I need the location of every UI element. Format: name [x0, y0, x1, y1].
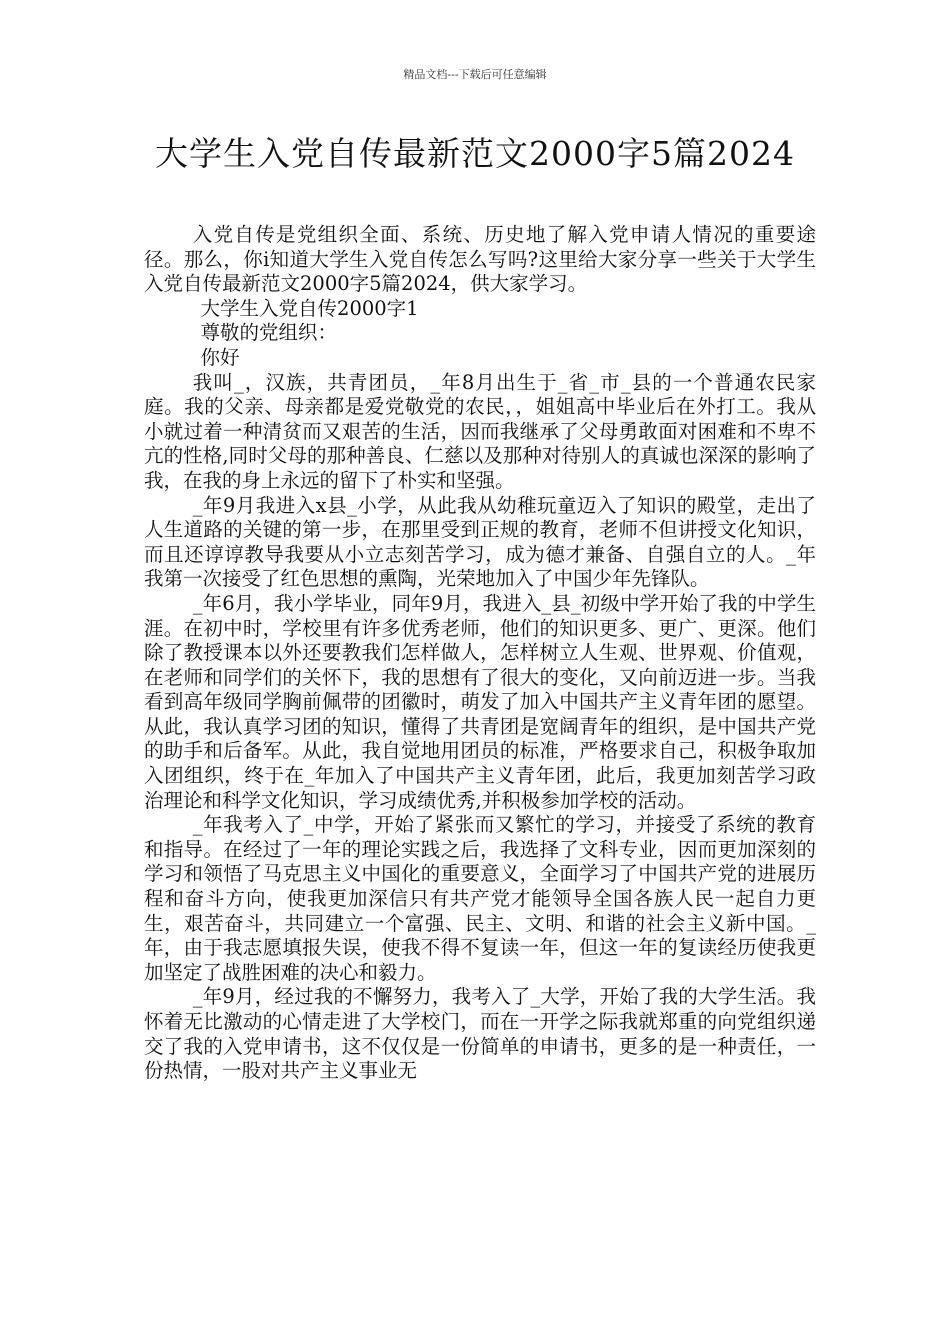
section-heading: 大学生入党自传2000字1 [200, 296, 419, 320]
document-title: 大学生入党自传最新范文2000字5篇2024 [155, 134, 795, 173]
body-paragraph: 我叫_，汉族，共青团员，_年8月出生于_省_市_县的一个普通农民家庭。我的父亲、母亲都是爱党敬党的农民，，姐姐高中毕业后在外打工。我从小就过着一种清贫而又艰苦的生活，因而我继承了父母勇敢面对困难和不卑不亢的性格,同时父母的那种善良、仁慈以及那种对待别人的真诚也深深的影响了我，在我的身上永远的留下了朴实和坚强。 [144, 370, 816, 492]
body-paragraph: _年我考入了_中学，开始了紧张而又繁忙的学习，并接受了系统的教育和指导。在经过了一年的理论实践之后，我选择了文科专业，因而更加深刻的学习和领悟了马克思主义中国化的重要意义，全面学习了中国共产党的进展历程和奋斗方向，使我更加深信只有共产党才能领导全国各族人民一起自力更生，艰苦奋斗，共同建立一个富强、民主、文明、和谐的社会主义新中国。_年，由于我志愿填报失误，使我不得不复读一年，但这一年的复读经历使我更加坚定了战胜困难的决心和毅力。 [144, 813, 816, 984]
greeting: 你好 [200, 345, 240, 369]
document-body [144, 223, 816, 1084]
salutation: 尊敬的党组织： [200, 321, 338, 345]
intro-paragraph: 入党自传是党组织全面、系统、历史地了解入党申请人情况的重要途径。那么，你i知道大学生入党自传怎么写吗?这里给大家分享一些关于大学生入党自传最新范文2000字5篇2024，供大家学习。 [144, 223, 816, 296]
page-header: 精品文档---下载后可任意编辑 [403, 68, 547, 81]
body-paragraph: _年9月我进入x县_小学，从此我从幼稚玩童迈入了知识的殿堂，走出了人生道路的关键的第一步，在那里受到正规的教育，老师不但讲授文化知识，而且还谆谆教导我要从小立志刻苦学习，成为德才兼备、自强自立的人。_年我第一次接受了红色思想的熏陶，光荣地加入了中国少年先锋队。 [144, 493, 816, 591]
body-paragraph: _年9月，经过我的不懈努力，我考入了_大学，开始了我的大学生活。我怀着无比激动的心情走进了大学校门，而在一开学之际我就郑重的向党组织递交了我的入党申请书，这不仅仅是一份简单的申请书，更多的是一种责任，一份热情，一股对共产主义事业无 [144, 985, 816, 1083]
body-paragraph: _年6月，我小学毕业，同年9月，我进入_县_初级中学开始了我的中学生涯。在初中时，学校里有许多优秀老师，他们的知识更多、更广、更深。他们除了教授课本以外还要教我们怎样做人，怎样树立人生观、世界观、价值观，在老师和同学们的关怀下，我的思想有了很大的变化，又向前迈进一步。当我看到高年级同学胸前佩带的团徽时，萌发了加入中国共产主义青年团的愿望。从此，我认真学习团的知识，懂得了共青团是宽阔青年的组织，是中国共产党的助手和后备军。从此，我自觉地用团员的标准，严格要求自己，积极争取加入团组织，终于在_年加入了中国共产主义青年团，此后，我更加刻苦学习政治理论和科学文化知识，学习成绩优秀,并积极参加学校的活动。 [144, 591, 816, 812]
